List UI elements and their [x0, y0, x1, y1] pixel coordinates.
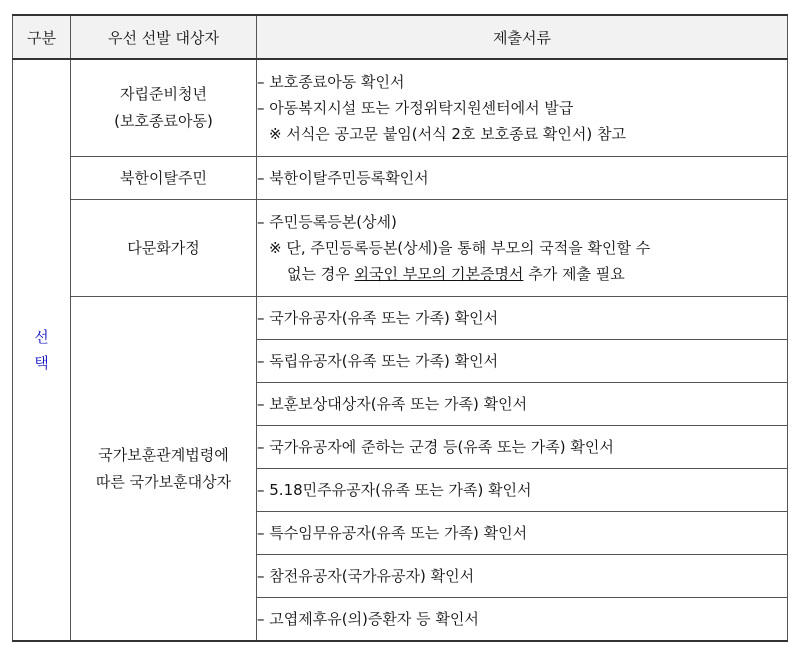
- group-name-cell: [71, 200, 257, 297]
- header-target-group: 우선 선발 대상자: [71, 15, 257, 59]
- document-note: ※ 서식은 공고문 붙임(서식 2호 보호종료 확인서) 참고: [269, 125, 626, 143]
- document-item: – 보호종료아동 확인서: [257, 73, 405, 91]
- group-name-cell: [71, 157, 257, 200]
- document-note: ※ 단, 주민등록등본(상세)을 통해 부모의 국적을 확인할 수: [269, 239, 651, 257]
- group-name-sub: (보호종료아동): [114, 112, 213, 130]
- document-item: – 북한이탈주민등록확인서: [257, 169, 429, 187]
- table-header-row: [13, 15, 788, 59]
- group-name-sub: 따른 국가보훈대상자: [95, 472, 232, 491]
- category-label-line2: 택: [34, 354, 49, 372]
- document-item: – 보훈보상대상자(유족 또는 가족) 확인서: [257, 383, 788, 426]
- group-name: 국가보훈관계법령에: [98, 445, 229, 464]
- table-row: [13, 297, 788, 340]
- document-item: – 특수임무유공자(유족 또는 가족) 확인서: [257, 512, 788, 555]
- note-text: 없는 경우: [287, 265, 355, 283]
- group-name: 다문화가정: [127, 238, 200, 257]
- documents-cell: [257, 59, 788, 157]
- document-item: – 5.18민주유공자(유족 또는 가족) 확인서: [257, 469, 788, 512]
- document-item: – 독립유공자(유족 또는 가족) 확인서: [257, 340, 788, 383]
- documents-cell: [257, 157, 788, 200]
- document-note-continued: [257, 261, 787, 287]
- document-item: – 국가유공자(유족 또는 가족) 확인서: [257, 297, 788, 340]
- category-cell: [13, 59, 71, 641]
- table-row: [13, 157, 788, 200]
- document-item: – 주민등록등본(상세): [257, 213, 397, 231]
- group-name: 북한이탈주민: [120, 168, 207, 187]
- document-item: – 국가유공자에 준하는 군경 등(유족 또는 가족) 확인서: [257, 426, 788, 469]
- underlined-document-name: 외국인 부모의 기본증명서: [354, 265, 524, 283]
- table-row: [13, 59, 788, 157]
- documents-cell: [257, 200, 788, 297]
- group-name-cell: [71, 59, 257, 157]
- note-text: 추가 제출 필요: [523, 265, 625, 283]
- eligibility-documents-table: [12, 14, 788, 642]
- document-item: – 아동복지시설 또는 가정위탁지원센터에서 발급: [257, 99, 574, 117]
- header-required-documents: 제출서류: [257, 15, 788, 59]
- document-item: – 참전유공자(국가유공자) 확인서: [257, 555, 788, 598]
- table-row: [13, 200, 788, 297]
- category-label-line1: 선: [34, 328, 49, 346]
- header-category: 구분: [13, 15, 71, 59]
- document-item: – 고엽제후유(의)증환자 등 확인서: [257, 598, 788, 642]
- group-name: 자립준비청년: [120, 85, 207, 103]
- group-name-cell: [71, 297, 257, 642]
